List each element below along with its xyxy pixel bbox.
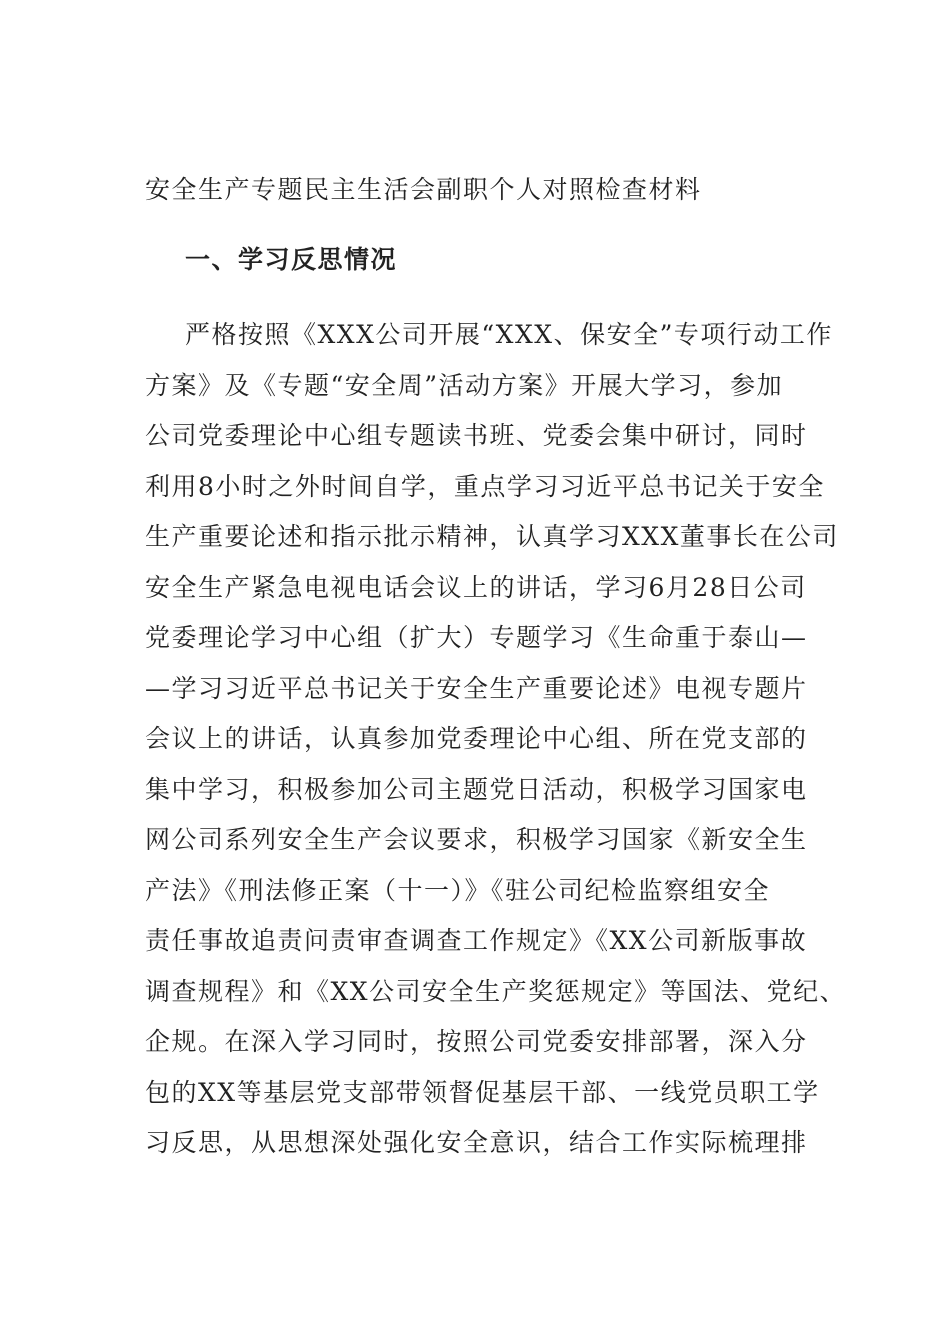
paragraph-line: 习反思，从思想深处强化安全意识，结合工作实际梳理排 bbox=[145, 1128, 808, 1157]
paragraph-line: 生产重要论述和指示批示精神，认真学习XXX董事长在公司 bbox=[145, 522, 839, 551]
paragraph-line: 会议上的讲话，认真参加党委理论中心组、所在党支部的 bbox=[145, 724, 808, 753]
document-title: 安全生产专题民主生活会副职个人对照检查材料 bbox=[145, 175, 702, 204]
body-paragraph bbox=[145, 310, 847, 1169]
paragraph-line: 安全生产紧急电视电话会议上的讲话，学习6月28日公司 bbox=[145, 572, 807, 602]
paragraph-line: 产法》《刑法修正案（十一）》《驻公司纪检监察组安全 bbox=[145, 875, 771, 905]
paragraph-line: 包的XX等基层党支部带领督促基层干部、一线党员职工学 bbox=[145, 1077, 820, 1107]
paragraph-line: —学习习近平总书记关于安全生产重要论述》电视专题片 bbox=[145, 673, 808, 703]
paragraph-line: 方案》及《专题“安全周”活动方案》开展大学习，参加 bbox=[145, 370, 784, 400]
paragraph-line: 党委理论学习中心组（扩大）专题学习《生命重于泰山— bbox=[145, 623, 808, 652]
section-heading: 一、学习反思情况 bbox=[185, 245, 398, 274]
paragraph-line: 利用8小时之外时间自学，重点学习习近平总书记关于安全 bbox=[145, 471, 825, 501]
paragraph-line: 公司党委理论中心组专题读书班、党委会集中研讨，同时 bbox=[145, 421, 808, 450]
paragraph-line: 网公司系列安全生产会议要求，积极学习国家《新安全生 bbox=[145, 825, 808, 854]
paragraph-line: 集中学习，积极参加公司主题党日活动，积极学习国家电 bbox=[145, 774, 808, 804]
paragraph-line: 严格按照《XXX公司开展“XXX、保安全”专项行动工作 bbox=[185, 320, 833, 349]
paragraph-line: 调查规程》和《XX公司安全生产奖惩规定》等国法、党纪、 bbox=[145, 976, 847, 1006]
paragraph-line: 责任事故追责问责审查调查工作规定》《XX公司新版事故 bbox=[145, 926, 808, 955]
paragraph-line: 企规。在深入学习同时，按照公司党委安排部署，深入分 bbox=[145, 1027, 808, 1056]
